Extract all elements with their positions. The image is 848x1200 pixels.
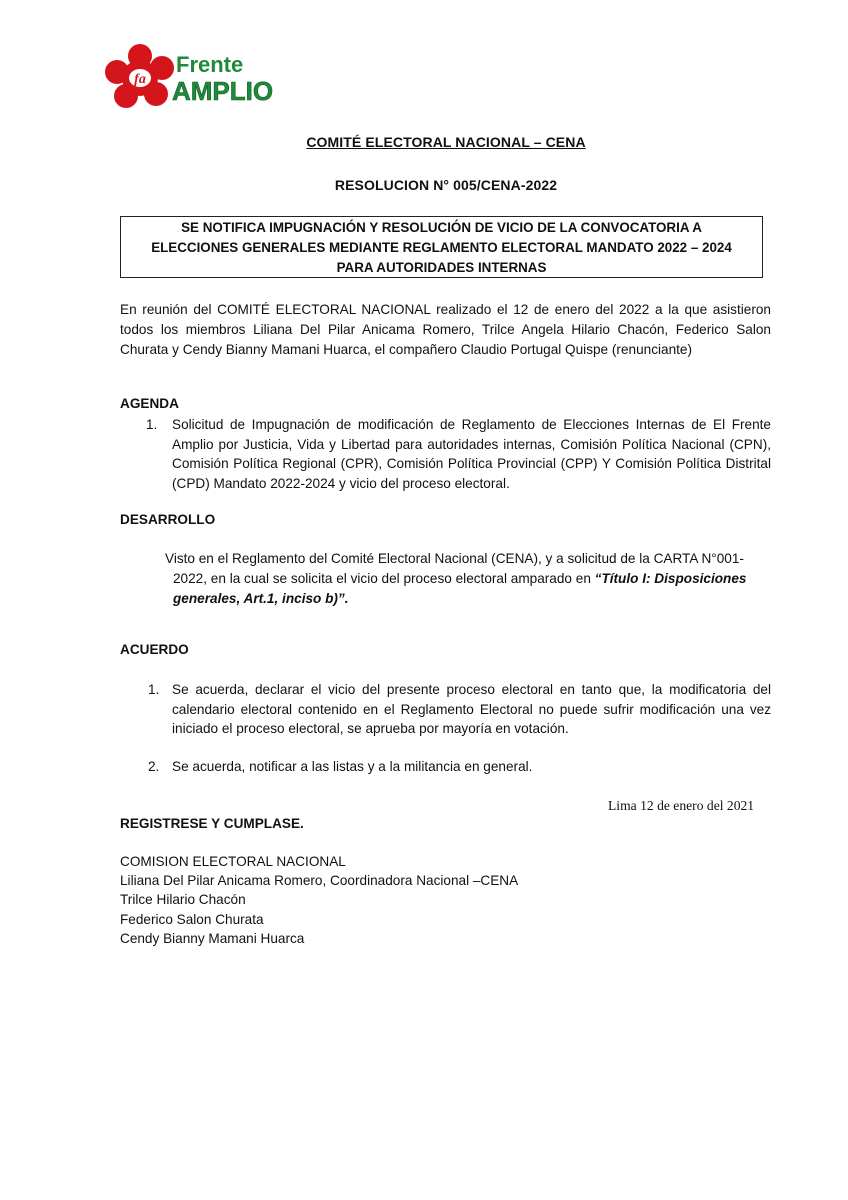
flower-icon: [105, 44, 174, 108]
date-line: Lima 12 de enero del 2021: [608, 798, 755, 813]
agenda-title: AGENDA: [120, 396, 179, 411]
acuerdo-item-number: 2.: [148, 759, 160, 774]
desarrollo-line-1: Visto en el Reglamento del Comité Electoral Nacional (CENA), y a solicitud de la CARTA N°001-: [165, 551, 744, 566]
signature-line: Federico Salon Churata: [120, 911, 264, 927]
signature-line: COMISION ELECTORAL NACIONAL: [120, 854, 346, 869]
register-statement: REGISTRESE Y CUMPLASE.: [120, 816, 304, 831]
notice-box: [120, 216, 763, 278]
desarrollo-paragraph: [165, 549, 769, 609]
signature-line: Trilce Hilario Chacón: [120, 892, 246, 908]
agenda-item-text: Solicitud de Impugnación de modificación de Reglamento de Elecciones Internas de El Frente Amplio por Justicia, Vida y Libertad para autoridades internas, Comisión Política Nacional (CPN), Comisión Política Regional (CPR), Comisión Política Provincial (CPP) Y Comisión Política Distrital (CPD) Mandato 2022-2024 y vicio del proceso electoral.: [172, 417, 771, 491]
signature-line: Cendy Bianny Mamani Huarca: [120, 930, 305, 946]
acuerdo-title: ACUERDO: [120, 642, 189, 657]
desarrollo-citation-cont: generales, Art.1, inciso b)”.: [173, 591, 349, 606]
intro-paragraph: En reunión del COMITÉ ELECTORAL NACIONAL realizado el 12 de enero del 2022 a la que asistieron todos los miembros Liliana Del Pilar Anicama Romero, Trilce Angela Hilario Chacón, Federico Salon Churata y Cendy Bianny Mamani Huarca, el compañero Claudio Portugal Quispe (renunciante): [120, 302, 771, 357]
acuerdo-item-text: Se acuerda, declarar el vicio del presente proceso electoral en tanto que, la modificatoria del calendario electoral contenido en el Reglamento Electoral no puede sufrir modificación una vez iniciado el proceso electoral, se aprueba por mayoría en votación.: [172, 682, 771, 736]
logo-line-1: Frente: [176, 52, 244, 77]
acuerdo-item: [148, 757, 771, 779]
agenda-item: [146, 415, 771, 495]
signature-block: [120, 852, 518, 948]
signature-line: Liliana Del Pilar Anicama Romero, Coordinadora Nacional –CENA: [120, 873, 519, 889]
desarrollo-title: DESARROLLO: [120, 512, 216, 527]
committee-title: COMITÉ ELECTORAL NACIONAL – CENA: [306, 134, 586, 150]
desarrollo-citation: “Título I: Disposiciones: [594, 571, 747, 586]
resolution-number: RESOLUCION N° 005/CENA-2022: [334, 177, 558, 193]
desarrollo-line-2: [165, 569, 769, 589]
notice-line: ELECCIONES GENERALES MEDIANTE REGLAMENTO ELECTORAL MANDATO 2022 – 2024: [151, 240, 732, 255]
desarrollo-line-3: [165, 589, 769, 609]
acuerdo-item-number: 1.: [148, 682, 160, 697]
logo-badge: fa: [134, 72, 146, 87]
notice-line: SE NOTIFICA IMPUGNACIÓN Y RESOLUCIÓN DE VICIO DE LA CONVOCATORIA A: [181, 220, 702, 235]
desarrollo-line-2-text: 2022, en la cual se solicita el vicio del proceso electoral amparado en: [173, 571, 595, 586]
acuerdo-item: [148, 680, 771, 740]
acuerdo-item-text: Se acuerda, notificar a las listas y a la militancia en general.: [172, 759, 533, 774]
frente-amplio-logo: [104, 42, 279, 114]
notice-line: PARA AUTORIDADES INTERNAS: [336, 260, 547, 275]
agenda-item-number: 1.: [146, 417, 158, 432]
logo-line-2: AMPLIO: [172, 76, 274, 106]
